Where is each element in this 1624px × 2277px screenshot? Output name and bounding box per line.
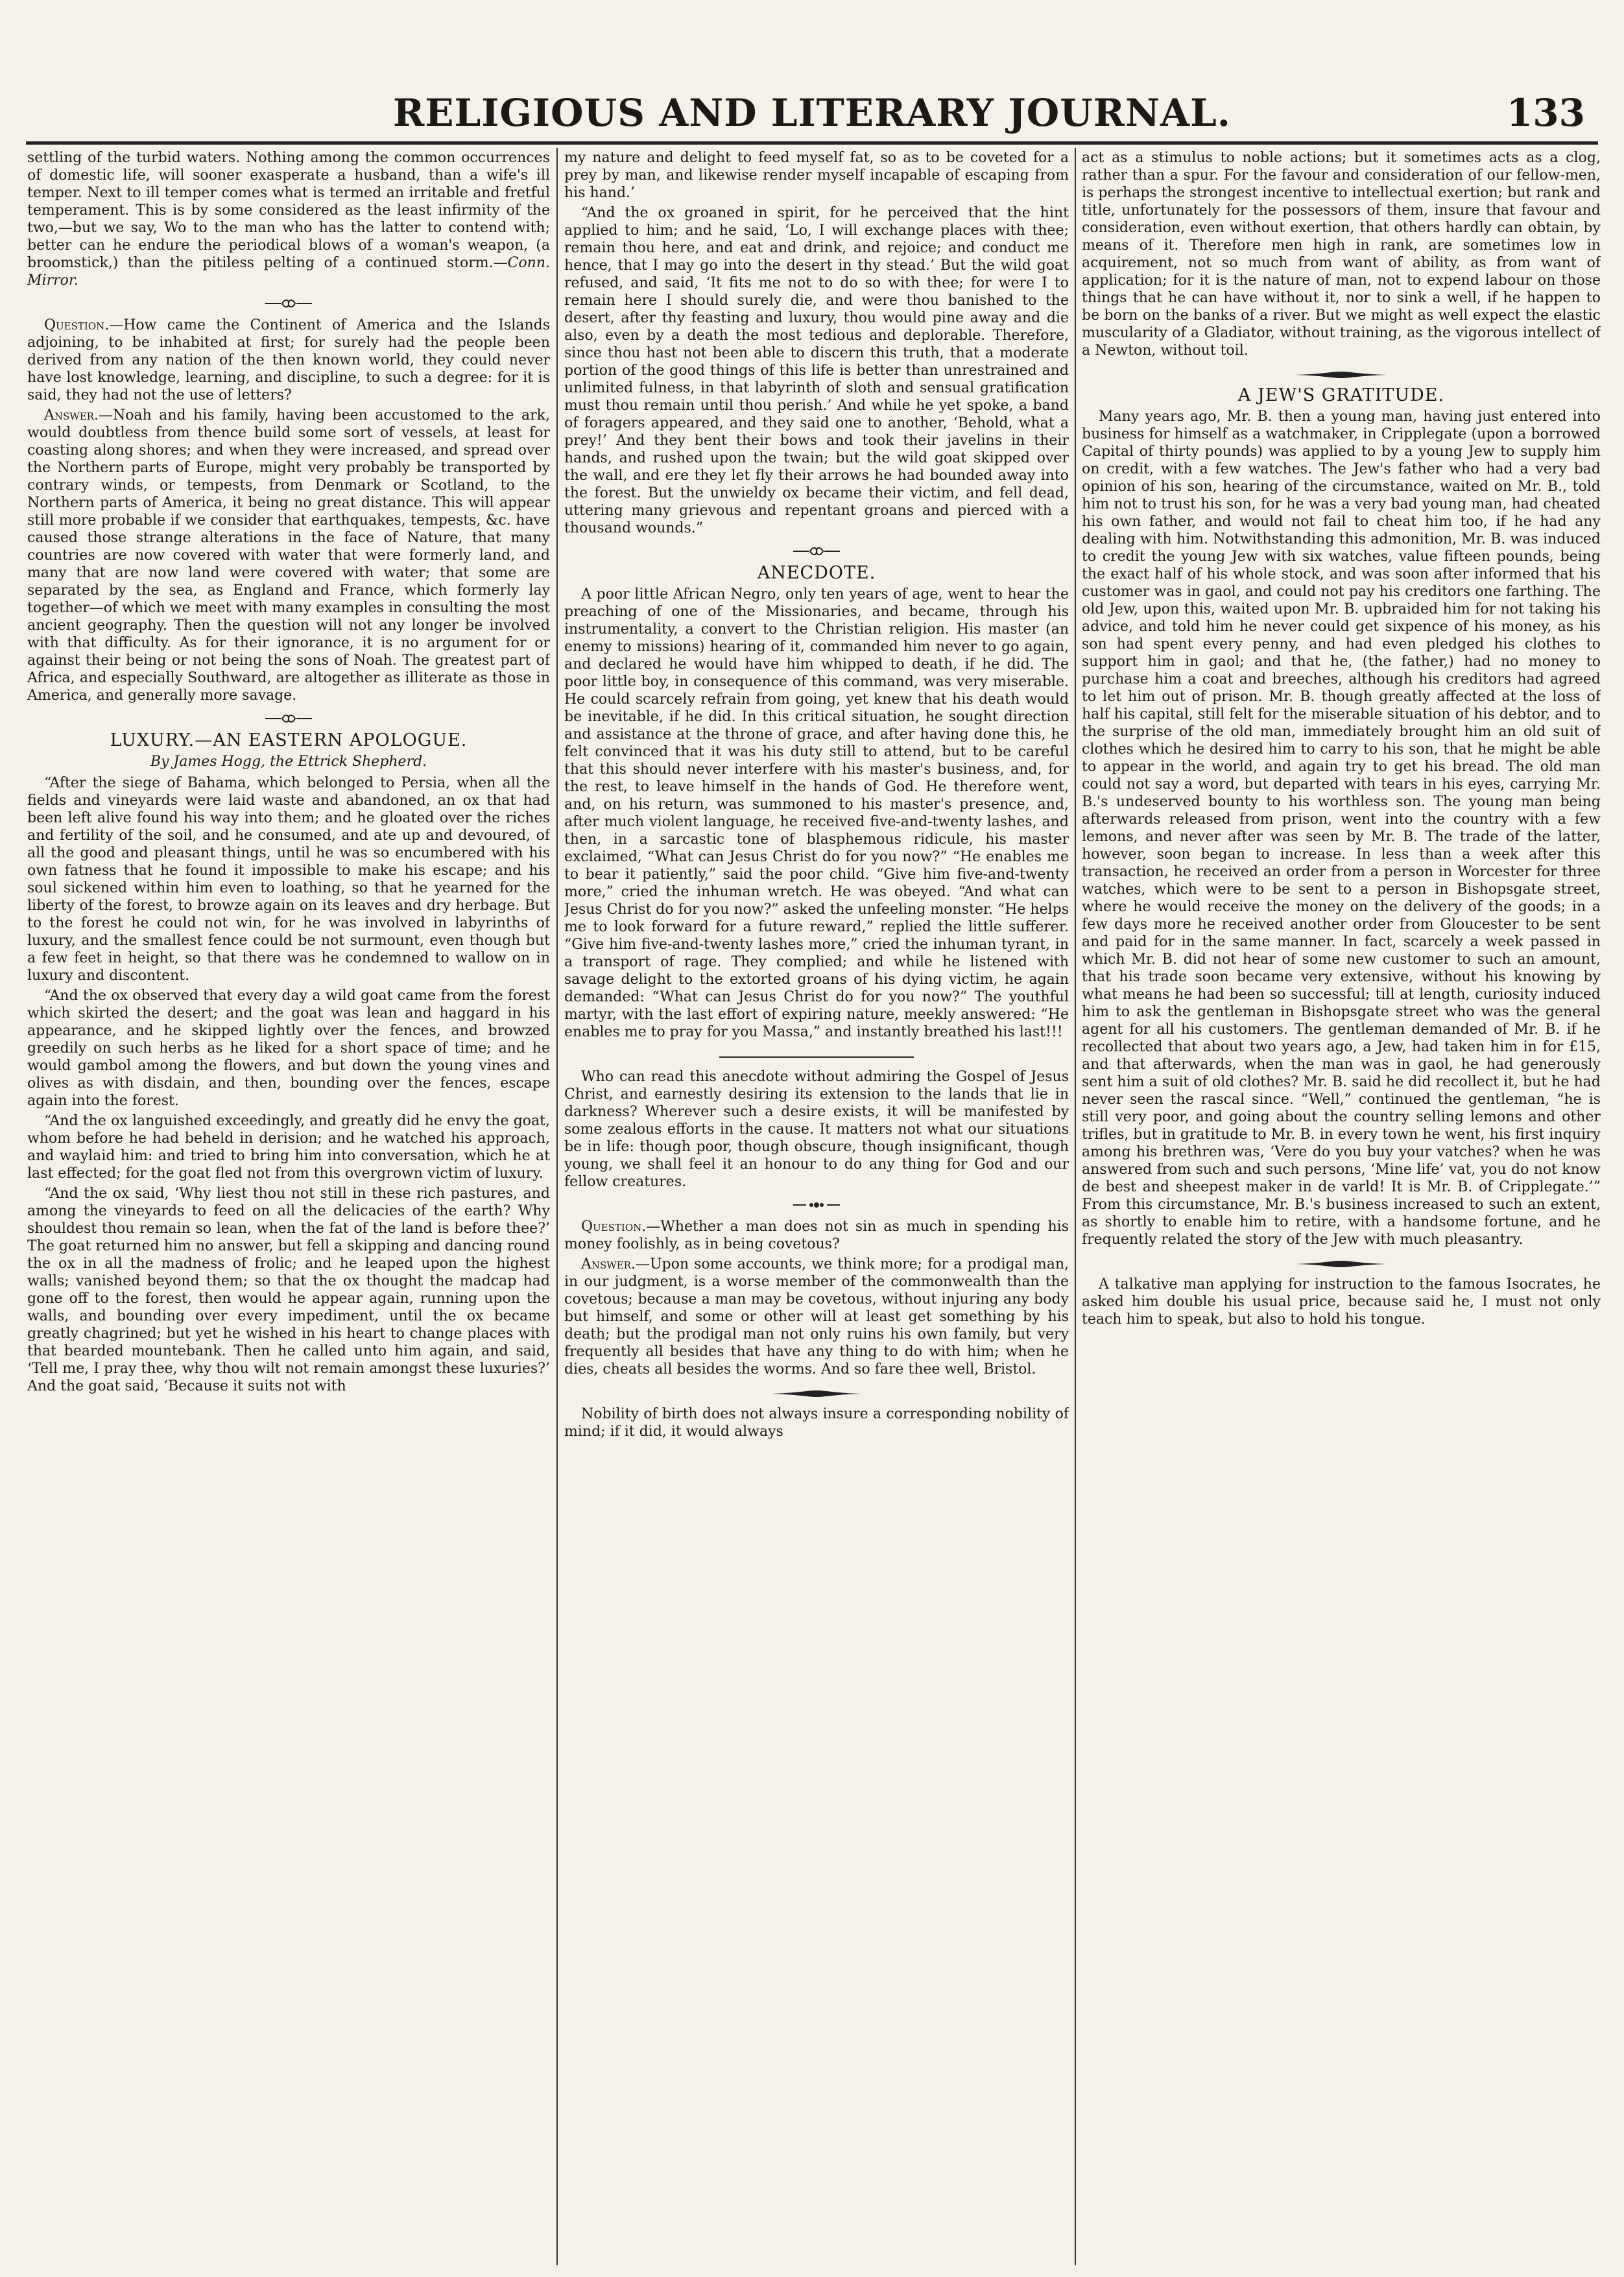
column-rule-right bbox=[1075, 148, 1076, 2265]
paragraph: A talkative man applying for instruction to the famous Isocrates, he asked him double his usual price, because said he, I must not only teach him to speak, but also to hold his tongue. bbox=[1082, 1276, 1601, 1328]
ornament-icon bbox=[791, 1200, 842, 1210]
swell-rule-icon bbox=[1296, 371, 1387, 379]
article-title-jews-gratitude: A JEW'S GRATITUDE. bbox=[1237, 385, 1445, 405]
ornament-icon bbox=[263, 713, 315, 724]
paragraph: my nature and delight to feed myself fat, so as to be coveted for a prey by man, and likewise render myself incapable of escaping from his hand.’ bbox=[564, 150, 1069, 201]
question-text: —Whether a man does not sin as much in spending his money foolishly, as in being covetous? bbox=[564, 1219, 1069, 1252]
column-1 bbox=[27, 149, 550, 2263]
question-prodigal bbox=[564, 1218, 1069, 1253]
answer-text: —Noah and his family, having been accustomed to the ark, would doubtless from thence build some sort of vessels, at least for coasting along shores; and when they were increased, and spread over the Northern parts of Europe, might very probably be transported by contrary winds, or tempests, from Denmark or Scotland, to the Northern parts of America, it being no great distance. This will appear still more probable if we consider that earthquakes, tempests, &c. have caused those strange alterations in the face of Nature, that many countries are now covered with water that were formerly land, and many that are now land were covered with water; that some are separated by the sea, as England and France, which formerly lay together—of which we meet with many examples in consulting the most ancient geography. Then the question will not any longer be involved with that difficulty. As for their ignorance, it is no argument for or against their being or not being the sons of Noah. The greatest part of Africa, and especially Southward, are altogether as illiterate as those in America, and generally more savage. bbox=[27, 407, 550, 704]
paragraph: act as a stimulus to noble actions; but it sometimes acts as a clog, rather than a spur. For the favour and consideration of our fellow-men, is perhaps the strongest incentive to intellectual exertion; but rank and title, unfortunately for the possessors of them, insure that favour and consideration, even without exertion, that others hardly can obtain, by means of it. Therefore men high in rank, are sometimes low in acquirement, not so much from want of ability, as from want of application; for it is the nature of man, not to expend labour on those things that he can have without it, nor to sink a well, if he happen to be born on the banks of a river. But we might as well expect the elastic muscularity of a Gladiator, without training, as the vigorous intellect of a Newton, without toil. bbox=[1082, 150, 1601, 359]
paragraph: “And the ox languished exceedingly, and greatly did he envy the goat, whom before he had beheld in derision; and he watched his approach, and waylaid him: and tried to bring him into conversation, which he at last effected; for the goat fled not from this overgrown victim of luxury. bbox=[27, 1113, 550, 1182]
ornament-divider bbox=[27, 711, 550, 724]
source-signature: Conn. Mirror. bbox=[27, 255, 550, 289]
header-rule bbox=[26, 141, 1598, 145]
answer-label: Answer. bbox=[581, 1256, 636, 1272]
paragraph: Who can read this anecdote without admiring the Gospel of Jesus Christ, and earnestly desiring its extension to the lands that lie in darkness? Wherever such a desire exists, it will be manifested by some zealous efforts in the cause. It matters not what our situations be in life: though poor, though obscure, though insignificant, though young, we shall feel it an honour to do any thing for God and our fellow creatures. bbox=[564, 1069, 1069, 1190]
column-2 bbox=[564, 149, 1069, 2263]
paragraph: “And the ox observed that every day a wild goat came from the forest which skirted the desert; and the goat was lean and haggard in his appearance, and he skipped lightly over the fences, and browzed greedily on such herbs as he liked for a short space of time; and he would gambol among the flowers, and but down the young vines and olives as with disdain, and then, bounding over the fences, escape again into the forest. bbox=[27, 988, 550, 1109]
article-temper-continuation bbox=[27, 149, 550, 289]
paragraph: Many years ago, Mr. B. then a young man, having just entered into business for himself as a watchmaker, in Cripplegate (upon a borrowed Capital of thirty pounds) was applied to by a young Jew to supply him on credit, with a few watches. The Jew's father who had a very bad opinion of his son, hearing of the circumstance, waited on Mr. B., told him not to trust his son, for he was a very bad young man, had cheated his own father, and would not fail to cheat him too, if he had any dealing with him. Notwithstanding this admonition, Mr. B. was induced to credit the young Jew with six watches, value fifteen pounds, being the exact half of his whole stock, and was soon after informed that his customer was in gaol, and could not pay his creditors one farthing. The old Jew, upon this, waited upon Mr. B. upbraided him for not taking his advice, and told him he never could get sixpence of his money, as his son had spent every penny, and had even pledged his clothes to support him in gaol; and that he, (the father,) had no money to purchase him a coat and breeches, although his creditors had agreed to let him out of prison. Mr. B. though greatly affected at the loss of half his capital, still felt for the miserable situation of his debtor, and to the surprise of the old man, immediately brought him an old suit of clothes which he desired him to carry to his son, that he might be able to appear in the world, and again try to get his bread. The old man could not say a word, but departed with tears in his eyes, carrying Mr. B.'s undeserved bounty to his worthless son. The young man being afterwards released from prison, went into the country with a few lemons, and never after was seen by Mr. B. The trade of the latter, however, soon began to increase. In less than a week after this transaction, he received an order from a person in Worcester for three watches, which were to be sent to a person in Bishopsgate street, where he would receive the money on the delivery of the goods; in a few days more he received another order from Gloucester to be sent and paid for in the same manner. In fact, scarcely a week passed in which Mr. B. did not hear of some new customer to such an amount, that his trade soon became very extensive, without his knowing by what means he had been so successful; till at length, curiosity induced him to ask the gentleman in Bishopsgate street who was the general agent for all his customers. The gentleman demanded of Mr. B. if he recollected that about two years ago, a Jew, had taken him in for £15, and that afterwards, when the man was in gaol, he had generously sent him a suit of old clothes? Mr. B. said he did recollect it, but he had never seen the rascal since. “Well,” continued the gentleman, “he is still very poor, and going about the country selling lemons and other trifles, but in gratitude to Mr. B. in every town he went, his first inquiry among his brethren was, ‘Vere do you buy your vatches? when he was answered from such and such persons, ‘Mine life’ vat, you do not know de best and sheepest maker in de varld! It is Mr. B. of Cripplegate.’” From this circumstance, Mr. B.'s business increased to such an extent, as shortly to enable him to retire, with a handsome fortune, and he frequently related the story of the Jew with much pleasantry. bbox=[1082, 409, 1601, 1248]
ornament-icon bbox=[791, 546, 842, 556]
paragraph: “And the ox said, ‘Why liest thou not still in these rich pastures, and among the vineyards to feed on all the delicacies of the earth? Why shouldest thou remain so lean, when the fat of the land is before thee?’ The goat returned him no answer, but fell a skipping and dancing round the ox in all the madness of frolic; and he leaped upon the highest walls; vanished beyond them; so that the ox thought the madcap had gone off to the forest, then would he appear again, running upon the walls, and bounding over every impediment, until the ox became greatly chagrined; but yet he wished in his heart to change places with that bearded mountebank. Then he called unto him again, and said, ‘Tell me, I pray thee, why thou wilt not remain amongst these luxuries?’ And the goat said, ‘Because it suits not with bbox=[27, 1186, 550, 1394]
answer-text: —Upon some accounts, we think more; for a prodigal man, in our judgment, is a worse member of the commonwealth than the covetous; because a man may be covetous, without injuring any body but himself, and some or other will at least get something by his death; but the prodigal man not only ruins his own family, but very frequently all besides that have any thing to do with him; when he dies, cheats all besides the worms. And so fare thee well, Bristol. bbox=[564, 1256, 1069, 1377]
temper-text: settling of the turbid waters. Nothing among the common occurrences of domestic life, will sooner exasperate a husband, than a wife's ill temper. Next to ill temper comes what is termed an irritable and fretful temperament. This is by some considered as the least infirmity of the two,—but we say, Wo to the man who has the latter to contend with; better can he endure the periodical blows of a woman's weapon, (a broomstick,) than the pitiless pelting of a continued storm.— bbox=[27, 150, 550, 271]
column-3 bbox=[1082, 149, 1601, 2263]
swell-rule-divider bbox=[1082, 1255, 1601, 1268]
ornament-icon bbox=[263, 298, 315, 309]
swell-rule-icon bbox=[771, 1390, 862, 1398]
ornament-divider bbox=[564, 543, 1069, 556]
page-number: 133 bbox=[1506, 91, 1585, 135]
ornament-divider bbox=[564, 1197, 1069, 1210]
rule-icon bbox=[719, 1054, 914, 1060]
article-byline: By James Hogg, the Ettrick Shepherd. bbox=[150, 754, 427, 770]
paragraph: “After the siege of Bahama, which belonged to Persia, when all the fields and vineyards were laid waste and abandoned, an ox that had been left alive found his way into them; and he gloated over the riches and fertility of the soil, and he consumed, and ate up and devoured, of all the good and pleasant things, until he was so encumbered with his own fatness that he found it impossible to make his escape; and his soul sickened within him even to loathing, so that he yearned for the liberty of the forest, to browze again on its leaves and dry herbage. But to the forest he could not win, for he was involved in labyrinths of luxury, and the smallest fence could be not surmount, even though but a few feet in height, so that there was he condemned to wallow on in luxury and discontent. bbox=[27, 775, 550, 984]
question-label: Question. bbox=[581, 1219, 647, 1235]
page-header bbox=[26, 91, 1598, 143]
article-title-anecdote: ANECDOTE. bbox=[757, 563, 876, 583]
rule-divider bbox=[564, 1047, 1069, 1060]
swell-rule-divider bbox=[1082, 366, 1601, 379]
paragraph: A poor little African Negro, only ten years of age, went to hear the preaching of one of the Missionaries, and became, through his instrumentality, a convert to the Christian religion. His master (an enemy to missions) hearing of it, commanded him never to go again, and declared he would have him whipped to death, if he did. The poor little boy, in consequence of this command, was very miserable. He could scarcely refrain from going, yet knew that his death would be inevitable, if he did. In this critical situation, he sought direction and assistance at the throne of grace, and after having done this, he felt convinced that it was his duty still to attend, but to be careful that this should never interfere with his master's business, and, for the rest, to leave himself in the hands of God. He therefore went, and, on his return, was summoned to his master's presence, and, after much violent language, he received five-and-twenty lashes, and then, in a sarcastic tone of blasphemous ridicule, his master exclaimed, “What can Jesus Christ do for you now?” “He enables me to bear it patiently,” said the poor child. “Give him five-and-twenty more,” cried the inhuman wretch. He was obeyed. “And what can Jesus Christ do for you now?” asked the unfeeling monster. “He helps me to look forward for a future reward,” replied the little sufferer. “Give him five-and-twenty lashes more,” cried the inhuman tyrant, in a transport of rage. They complied; and while he listened with savage delight to the extorted groans of his dying victim, he again demanded: “What can Jesus Christ do for you now?” The youthful martyr, with the last effort of expiring nature, meekly answered: “He enables me to pray for you Massa,” and instantly breathed his last!!! bbox=[564, 586, 1069, 1040]
answer-america bbox=[27, 407, 550, 704]
answer-prodigal bbox=[564, 1256, 1069, 1378]
question-america bbox=[27, 316, 550, 404]
column-rule-left bbox=[556, 148, 558, 2265]
swell-rule-icon bbox=[1296, 1260, 1387, 1268]
ornament-divider bbox=[27, 296, 550, 309]
running-title: RELIGIOUS AND LITERARY JOURNAL. bbox=[393, 91, 1231, 135]
paragraph: Nobility of birth does not always insure a corresponding nobility of mind; if it did, it would always bbox=[564, 1406, 1069, 1440]
question-text: —How came the Continent of America and the Islands adjoining, to be inhabited at first; for surely had the people been derived from any nation of the then known world, they could never have lost knowledge, learning, and discipline, to such a degree: for it is said, they had not the use of letters? bbox=[27, 317, 550, 403]
answer-label: Answer. bbox=[44, 407, 99, 423]
swell-rule-divider bbox=[564, 1385, 1069, 1398]
article-title-luxury: LUXURY.—AN EASTERN APOLOGUE. bbox=[110, 730, 468, 750]
paragraph: “And the ox groaned in spirit, for he perceived that the hint applied to him; and he said, ‘Lo, I will exchange places with thee; remain thou here, and eat and drink, and rejoice; and conduct me hence, that I may go into the desert in thy stead.’ But the wild goat refused, and said, ‘It fits me not to do so with thee; for were I to remain here I should surely die, and were thou banished to the desert, after thy feasting and luxury, thou would pine away and die also, even by a death the most tedious and deplorable. Therefore, since thou hast not been able to discern this truth, that a moderate portion of the good things of this life is better than unrestrained and unlimited fulness, in that labyrinth of sloth and sensual gratification must thou remain until thou perish.’ And while he yet spoke, a band of foragers appeared, and they said one to another, ‘Behold, what a prey!’ And they bent their bows and took their javelins in their hands, and rushed upon the twain; but the wild goat skipped over the wall, and ere they let fly their arrows he had bounded away into the forest. But the unwieldy ox became their victim, and fell dead, uttering many grievous and repentant groans and pierced with a thousand wounds.” bbox=[564, 205, 1069, 536]
question-label: Question. bbox=[44, 317, 110, 333]
